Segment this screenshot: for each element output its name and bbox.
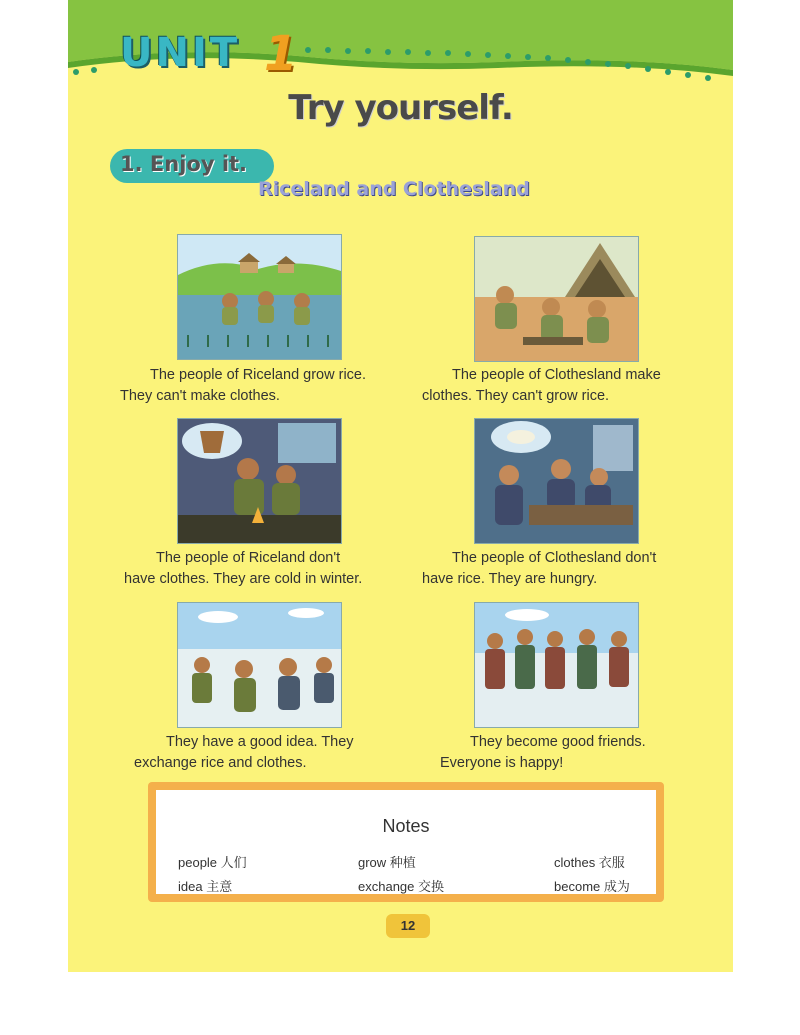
panel-caption — [440, 732, 646, 774]
caption-line: They can't make clothes. — [120, 388, 280, 404]
vocab-item: grow 种植 — [358, 855, 416, 870]
rice-planting-illustration — [177, 234, 342, 360]
weaving-illustration — [474, 236, 639, 362]
textbook-page — [68, 0, 733, 972]
unit-label: UNIT — [120, 30, 241, 76]
panel-caption — [124, 548, 362, 590]
vocab-item: exchange 交换 — [358, 879, 444, 894]
caption-line: The people of Riceland don't — [156, 550, 341, 566]
caption-line: have rice. They are hungry. — [422, 571, 598, 587]
vocab-item: people 人们 — [178, 855, 247, 870]
caption-line: exchange rice and clothes. — [134, 755, 307, 771]
section-label: 1. Enjoy it. — [120, 152, 248, 176]
vocab-item: clothes 衣服 — [554, 855, 625, 870]
caption-line: They become good friends. — [470, 734, 646, 750]
celebration-illustration — [474, 602, 639, 728]
page-number — [386, 914, 430, 938]
caption-line: The people of Clothesland make — [452, 367, 661, 383]
cold-riceland-people-illustration — [177, 418, 342, 544]
caption-line: Everyone is happy! — [440, 755, 564, 771]
caption-line: clothes. They can't grow rice. — [422, 388, 610, 404]
caption-line: The people of Clothesland don't — [452, 550, 657, 566]
page-title: Try yourself. — [288, 88, 513, 128]
unit-number: 1 — [264, 26, 298, 82]
panel-caption — [134, 732, 354, 774]
vocab-item: idea 主意 — [178, 879, 233, 894]
page-number-label: 12 — [400, 918, 416, 933]
caption-line: They have a good idea. They — [166, 734, 354, 750]
panel-caption — [120, 365, 366, 407]
caption-line: The people of Riceland grow rice. — [150, 367, 367, 383]
notes-panel — [156, 790, 656, 894]
story-title: Riceland and Clothesland — [258, 178, 530, 200]
panel-caption — [422, 548, 656, 590]
notes-title: Notes — [382, 816, 430, 836]
caption-line: have clothes. They are cold in winter. — [124, 571, 363, 587]
panel-caption — [422, 365, 661, 407]
decorative-dots — [70, 64, 110, 78]
hungry-clothesland-people-illustration — [474, 418, 639, 544]
notes-box — [148, 782, 664, 902]
decorative-dots — [300, 44, 720, 84]
vocab-item: become 成为 — [554, 879, 630, 894]
exchange-illustration — [177, 602, 342, 728]
